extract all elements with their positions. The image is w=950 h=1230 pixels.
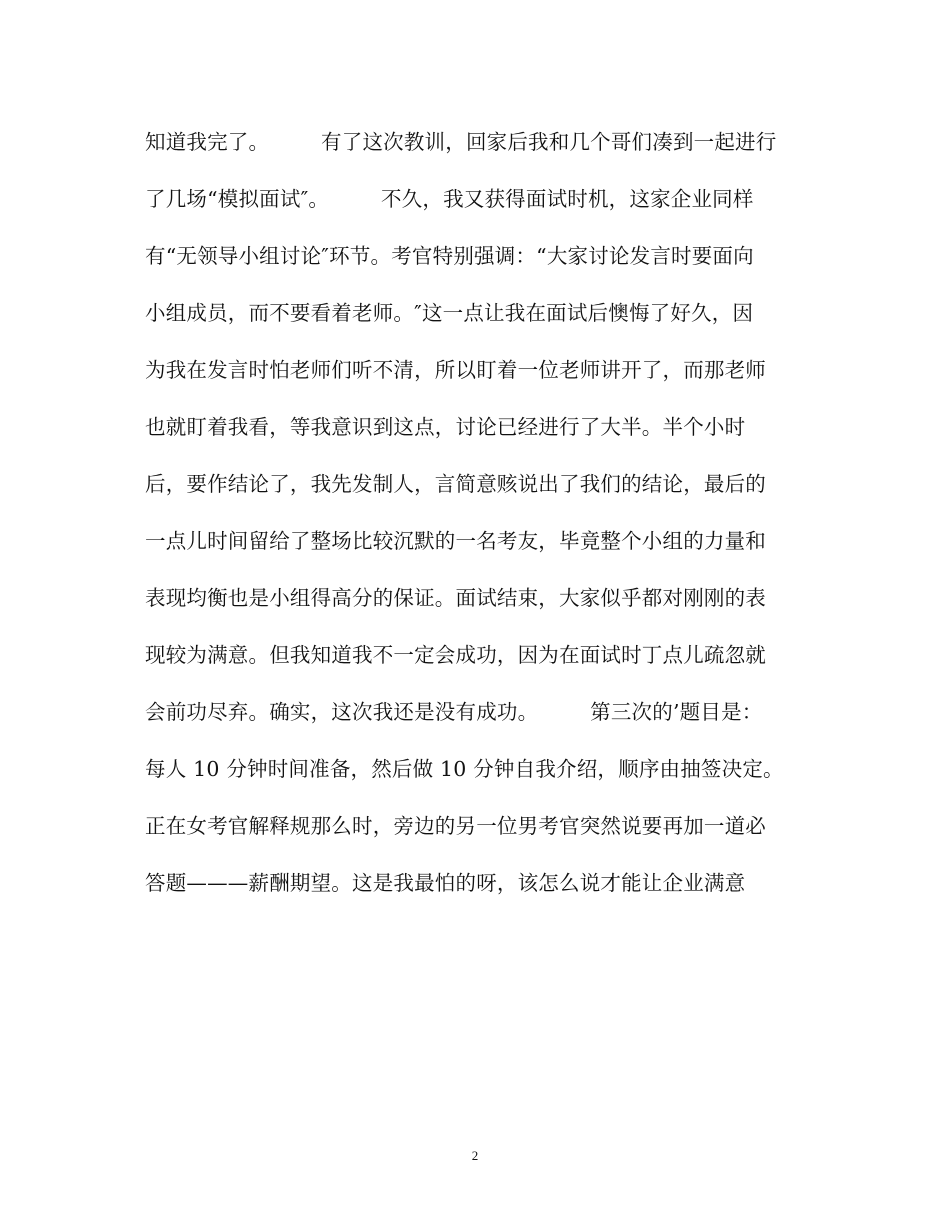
text-line: 为我在发言时怕老师们听不清，所以盯着一位老师讲开了，而那老师 (145, 358, 766, 382)
text-line: 正在女考官解释规那么时，旁边的另一位男考官突然说要再加一道必 (145, 814, 766, 838)
text-line: 知道我完了。 有了这次教训，回家后我和几个哥们凑到一起进行 (145, 130, 777, 154)
text-line: 后，要作结论了，我先发制人，言简意赅说出了我们的结论，最后的 (145, 472, 766, 496)
text-line: 表现均衡也是小组得高分的保证。面试结束，大家似乎都对刚刚的表 (145, 586, 766, 610)
text-line: 小组成员，而不要看着老师。″这一点让我在面试后懊悔了好久，因 (145, 301, 754, 325)
text-line: 每人 10 分钟时间准备，然后做 10 分钟自我介绍，顺序由抽签决定。 (145, 757, 784, 781)
text-line: 答题———薪酬期望。这是我最怕的呀，该怎么说才能让企业满意 (145, 871, 746, 895)
page-number: 2 (471, 1148, 479, 1163)
text-line: 也就盯着我看，等我意识到这点，讨论已经进行了大半。半个小时 (145, 415, 746, 439)
text-line: 了几场“模拟面试″。 不久，我又获得面试时机，这家企业同样 (145, 187, 754, 211)
text-line: 有“无领导小组讨论″环节。考官特别强调：“大家讨论发言时要面向 (145, 244, 754, 268)
text-line: 会前功尽弃。确实，这次我还是没有成功。 第三次的’题目是： (145, 700, 763, 724)
body-text (145, 120, 810, 918)
text-line: 一点儿时间留给了整场比较沉默的一名考友，毕竟整个小组的力量和 (145, 529, 766, 553)
text-line: 现较为满意。但我知道我不一定会成功，因为在面试时丁点儿疏忽就 (145, 643, 766, 667)
